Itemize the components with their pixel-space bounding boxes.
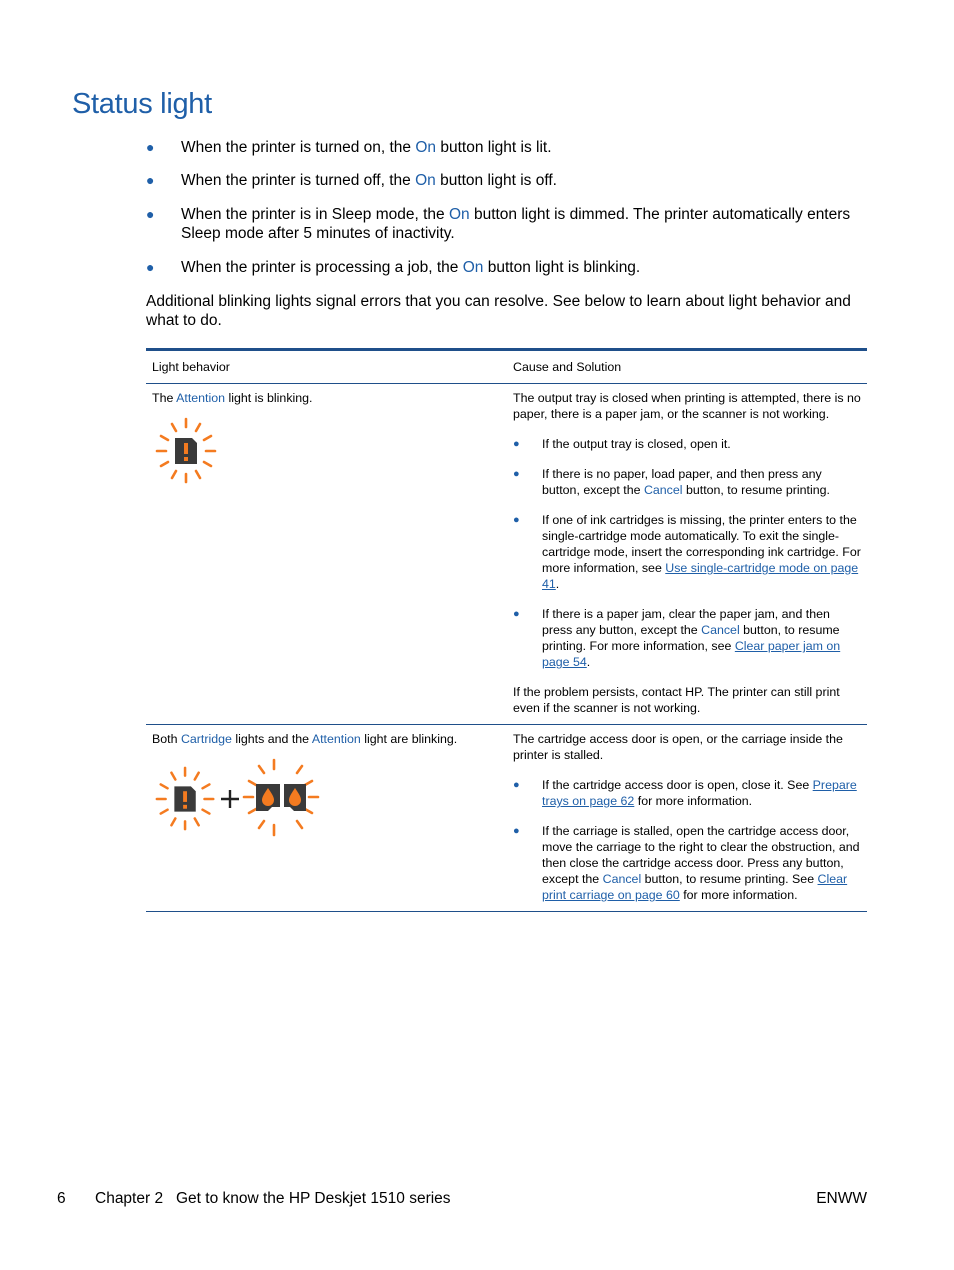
solution-list [513, 777, 861, 903]
page-title: Status light [72, 88, 212, 120]
clear-paper-jam-link[interactable]: Clear paper jam on page 54 [542, 639, 841, 669]
cause-text: The output tray is closed when printing is attempted, there is no paper, there is a paper jam, or the scanner is not working. [513, 391, 861, 421]
attention-term: Attention [176, 391, 226, 405]
list-item: ● If there is a paper jam, clear the paper jam, and then press any button, except the Cancel button, to resume printing. For more information, see Clear paper jam on page 54. [513, 607, 841, 669]
plus-icon [218, 787, 242, 811]
list-item: ● If the carriage is stalled, open the cartridge access door, move the carriage to the right to clear the obstruction, and then close the cartridge access door. Press any button, except the Cancel button, to resume printing. See Clear print carriage on page 60 for more information. [513, 824, 860, 902]
behavior-text: The Attention light is blinking. [152, 391, 313, 405]
cartridge-light-icon [242, 757, 332, 841]
cancel-term: Cancel [643, 483, 683, 497]
header-cause-solution: Cause and Solution [507, 350, 867, 384]
on-button-term: On [448, 206, 470, 223]
on-button-term: On [415, 139, 437, 156]
bullet-icon: ● [146, 259, 155, 275]
page-number: 6 [57, 1190, 66, 1207]
intro-paragraph: Additional blinking lights signal errors that you can resolve. See below to learn about light behavior and what to do. [146, 293, 851, 329]
cause-text: The cartridge access door is open, or the carriage inside the printer is stalled. [513, 732, 843, 762]
list-item: ● If the cartridge access door is open, close it. See Prepare trays on page 62 for more information. [513, 778, 857, 808]
attention-light-icon [152, 764, 222, 834]
status-light-table [146, 348, 867, 912]
bullet-icon: ● [513, 825, 520, 837]
cartridge-term: Cartridge [180, 732, 232, 746]
table-row [146, 725, 867, 912]
bullet-icon: ● [513, 438, 520, 450]
closing-text: If the problem persists, contact HP. The printer can still print even if the scanner is not working. [513, 685, 840, 715]
chapter-title: Chapter 2 Get to know the HP Deskjet 1510 series [95, 1190, 451, 1207]
behavior-cell [146, 384, 507, 725]
single-cartridge-mode-link[interactable]: Use single-cartridge mode on page 41 [542, 561, 859, 591]
clear-print-carriage-link[interactable]: Clear print carriage on page 60 [542, 872, 848, 902]
on-button-term: On [462, 259, 484, 276]
bullet-icon: ● [146, 139, 155, 155]
bullet-icon: ● [513, 468, 520, 480]
bullet-icon: ● [513, 779, 520, 791]
behavior-text: Both Cartridge lights and the Attention light are blinking. [152, 732, 458, 746]
attention-light-icon [152, 416, 224, 486]
list-item: ● When the printer is turned on, the On button light is lit. [146, 139, 552, 156]
table-row [146, 384, 867, 725]
header-light-behavior: Light behavior [146, 350, 507, 384]
bullet-icon: ● [513, 608, 520, 620]
cancel-term: Cancel [701, 623, 740, 637]
prepare-trays-link[interactable]: Prepare trays on page 62 [542, 778, 857, 808]
solution-cell [507, 384, 867, 725]
list-item: ● If the output tray is closed, open it. [513, 437, 731, 451]
list-item: ● When the printer is turned off, the On button light is off. [146, 172, 557, 189]
status-bullet-list [146, 138, 866, 277]
bullet-icon: ● [513, 514, 520, 526]
solution-list [513, 436, 861, 670]
list-item: ● If there is no paper, load paper, and then press any button, except the Cancel button, to resume printing. [513, 467, 830, 497]
bullet-icon: ● [146, 172, 155, 188]
list-item: ● If one of ink cartridges is missing, the printer enters to the single-cartridge mode automatically. To exit the single-cartridge mode, insert the corresponding ink cartridge. For more information, see Use single-cartridge mode on page 41. [513, 513, 861, 591]
solution-cell [507, 725, 867, 912]
behavior-cell [146, 725, 507, 912]
cancel-term: Cancel [602, 872, 642, 886]
table-header-row [146, 350, 867, 384]
on-button-term: On [415, 172, 436, 189]
bullet-icon: ● [146, 206, 155, 222]
locale-code: ENWW [816, 1190, 867, 1207]
list-item: ● When the printer is processing a job, the On button light is blinking. [146, 259, 641, 276]
attention-term: Attention [311, 732, 361, 746]
list-item: ● When the printer is in Sleep mode, the On button light is dimmed. The printer automatically enters Sleep mode after 5 minutes of inactivity. [146, 206, 851, 242]
